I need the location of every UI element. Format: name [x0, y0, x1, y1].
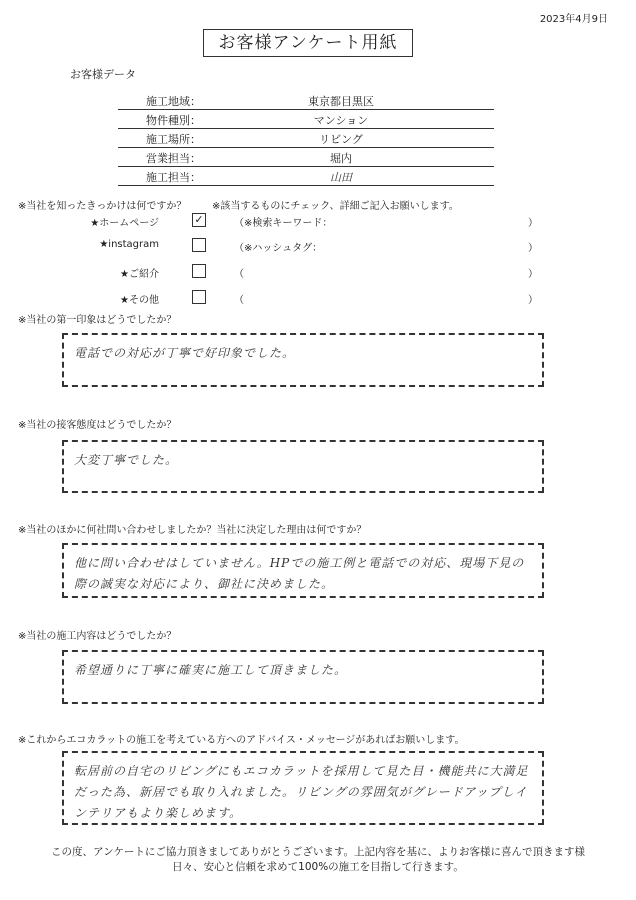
footer-line-1: この度、アンケートにご協力頂きましてありがとうございます。上記内容を基に、よりお客様に喜んで頂きます様	[50, 846, 586, 858]
option-label-other: ★その他	[120, 295, 159, 306]
option-close-paren: ）	[528, 295, 538, 306]
info-label: 施工担当：	[146, 171, 201, 184]
customer-data-label: お客様データ	[70, 68, 136, 81]
question-first-impression: ※当社の第一印象はどうでしたか？	[18, 315, 177, 326]
answer-text: 電話での対応が丁寧で好印象でした。	[74, 346, 296, 360]
checkbox-other[interactable]	[192, 290, 206, 304]
answer-box-construction-quality	[62, 650, 544, 704]
question-customer-service: ※当社の接客態度はどうでしたか？	[18, 420, 177, 431]
option-detail-homepage: （※検索キーワード：	[234, 218, 333, 229]
option-detail-instagram: （※ハッシュタグ：	[234, 243, 323, 254]
answer-box-first-impression	[62, 333, 544, 387]
info-row-construction-staff	[118, 167, 494, 186]
answer-text: 大変丁寧でした。	[74, 453, 179, 467]
survey-date: 2023年4月9日	[539, 14, 608, 25]
question-advice-message: ※これからエコカラットの施工を考えている方へのアドバイス・メッセージがあればお願いします。	[18, 735, 465, 746]
answer-box-other-companies	[62, 543, 544, 598]
option-close-paren: ）	[528, 269, 538, 280]
checkbox-homepage[interactable]: ✓	[192, 213, 206, 227]
answer-box-customer-service	[62, 440, 544, 493]
info-row-location	[118, 129, 494, 148]
info-row-area	[118, 91, 494, 110]
info-label: 営業担当：	[146, 152, 201, 165]
customer-info-table	[118, 91, 494, 186]
answer-text: 他に問い合わせはしていません。HPでの施工例と電話での対応、現場下見の際の誠実な対応により、御社に決めました。	[74, 556, 525, 591]
option-label-instagram: ★instagram	[99, 239, 159, 250]
option-close-paren: ）	[528, 218, 538, 229]
info-value: リビング	[319, 133, 363, 146]
info-row-sales-staff	[118, 148, 494, 167]
info-row-property-type	[118, 110, 494, 129]
answer-text: 希望通りに丁寧に確実に施工して頂きました。	[74, 663, 348, 677]
info-value: 東京都目黒区	[308, 95, 374, 108]
option-detail-other: （	[234, 295, 244, 306]
page-title: お客様アンケート用紙	[203, 29, 413, 57]
info-value: マンション	[313, 114, 369, 127]
info-label: 施工地域：	[146, 95, 201, 108]
answer-text: 転居前の自宅のリビングにもエコカラットを採用して見た目・機能共に大満足だった為、新居でも取り入れました。リビングの雰囲気がグレードアップしインテリアもより楽しめます。	[74, 764, 529, 820]
info-value: 山田	[330, 171, 352, 184]
checkbox-referral[interactable]	[192, 264, 206, 278]
option-label-homepage: ★ホームページ	[90, 218, 159, 229]
info-label: 施工場所：	[146, 133, 201, 146]
info-value: 堀内	[330, 152, 352, 165]
question-how-know: ※当社を知ったきっかけは何ですか？	[18, 201, 187, 212]
info-label: 物件種別：	[146, 114, 201, 127]
question-other-companies: ※当社のほかに何社問い合わせしましたか？当社に決定した理由は何ですか？	[18, 525, 367, 536]
check-instruction: ※該当するものにチェック、詳細ご記入お願いします。	[212, 201, 459, 212]
footer-line-2: 日々、安心と信頼を求めて100%の施工を目指して行きます。	[172, 861, 464, 873]
question-construction-quality: ※当社の施工内容はどうでしたか？	[18, 631, 177, 642]
answer-box-advice-message	[62, 751, 544, 825]
option-close-paren: ）	[528, 243, 538, 254]
option-detail-referral: （	[234, 269, 244, 280]
option-label-referral: ★ご紹介	[120, 269, 159, 280]
checkbox-instagram[interactable]	[192, 238, 206, 252]
